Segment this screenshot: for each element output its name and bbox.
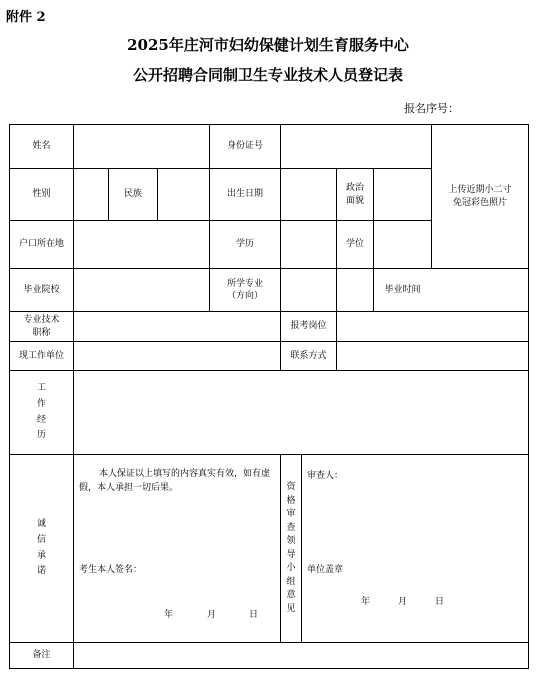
label-degree: 学位 — [345, 239, 364, 250]
input-current-employer[interactable] — [74, 342, 280, 370]
label-ethnicity: 民族 — [123, 189, 142, 200]
label-hukou: 户口所在地 — [18, 239, 64, 250]
signature-label: 考生本人签名： — [79, 565, 143, 575]
form-title-line-2: 公开招聘合同制卫生专业技术人员登记表 — [132, 66, 403, 84]
unit-seal-label: 单位盖章 — [307, 565, 344, 575]
sign-month-label: 月 — [207, 610, 217, 620]
review-day-label: 日 — [435, 597, 445, 607]
input-gender[interactable] — [74, 169, 108, 220]
label-review-opinion: 资 格 审 查 领 导 小 组 意 见 — [286, 482, 296, 614]
table-border-right — [528, 124, 529, 669]
input-degree[interactable] — [374, 221, 431, 268]
label-gender: 性别 — [32, 189, 51, 200]
label-birth-date: 出生日期 — [226, 189, 263, 200]
input-school[interactable] — [74, 269, 209, 311]
label-remarks: 备注 — [32, 650, 51, 661]
input-contact[interactable] — [337, 342, 528, 370]
input-political-status[interactable] — [374, 169, 431, 220]
input-grad-time[interactable] — [432, 269, 528, 311]
row-divider — [9, 454, 529, 455]
label-political-status: 政治 面貌 — [345, 183, 364, 206]
label-integrity: 诚 信 承 诺 — [36, 519, 46, 577]
label-id-number: 身份证号 — [226, 141, 263, 152]
input-work-history[interactable] — [74, 371, 528, 454]
label-grad-time: 毕业时间 — [384, 284, 421, 295]
input-ethnicity[interactable] — [158, 169, 209, 220]
sign-year-label: 年 — [164, 610, 174, 620]
label-title-rank: 专业技术 职称 — [23, 315, 60, 338]
label-work-history: 工 作 经 历 — [36, 383, 46, 441]
table-border-bottom — [9, 668, 529, 669]
review-month-label: 月 — [398, 597, 408, 607]
input-birth-date[interactable] — [281, 169, 336, 220]
label-education: 学历 — [235, 239, 254, 250]
attachment-label: 附件 2 — [6, 10, 46, 25]
input-position[interactable] — [337, 312, 528, 341]
input-major[interactable] — [281, 269, 336, 311]
input-major-extra[interactable] — [337, 269, 373, 311]
label-name: 姓名 — [32, 141, 51, 152]
input-id-number[interactable] — [281, 125, 431, 168]
integrity-statement: 本人保证以上填写的内容真实有效，如有虚假，本人承担一切后果。 — [79, 469, 271, 494]
form-title-line-1: 2025年庄河市妇幼保健计划生育服务中心 — [127, 36, 409, 54]
label-position: 报考岗位 — [290, 321, 327, 332]
label-current-employer: 现工作单位 — [18, 350, 64, 361]
input-title-rank[interactable] — [74, 312, 280, 341]
label-contact: 联系方式 — [290, 350, 327, 361]
reviewer-label: 审查人： — [307, 471, 344, 481]
input-remarks[interactable] — [74, 643, 528, 668]
review-year-label: 年 — [361, 597, 371, 607]
input-hukou[interactable] — [74, 221, 209, 268]
input-education[interactable] — [281, 221, 336, 268]
label-major: 所学专业 （方向） — [226, 278, 263, 301]
photo-upload-area[interactable]: 上传近期小二寸 免冠彩色照片 — [448, 185, 512, 208]
registration-number-label: 报名序号： — [404, 102, 459, 115]
column-divider — [301, 454, 302, 642]
input-name[interactable] — [74, 125, 209, 168]
sign-day-label: 日 — [249, 610, 259, 620]
label-school: 毕业院校 — [23, 284, 60, 295]
